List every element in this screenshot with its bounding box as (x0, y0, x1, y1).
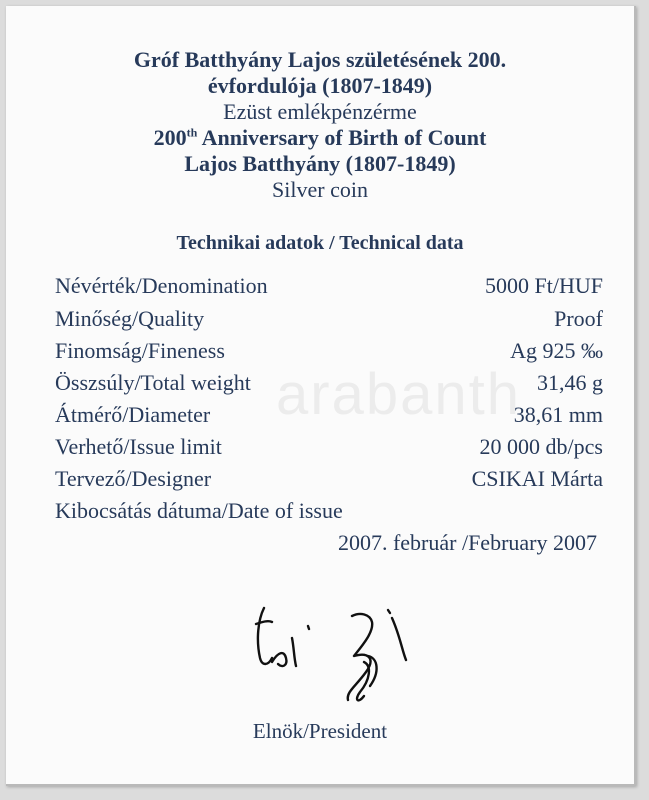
subtitle-hu: Ezüst emlékpénzérme (223, 99, 417, 124)
data-label: Kibocsátás dátuma/Date of issue (55, 498, 343, 523)
title-hu-line1: Gróf Batthyány Lajos születésének 200. (133, 47, 507, 72)
signature-caption: Elnök/President (252, 719, 388, 743)
data-label: Finomság/Fineness (55, 338, 225, 363)
title-en-line2: Lajos Batthyány (1807-1849) (184, 151, 456, 176)
title-block (6, 47, 634, 203)
data-value: Proof (554, 306, 603, 331)
certificate-card (6, 6, 636, 786)
data-row-issue-limit (55, 434, 603, 464)
data-label: Összsúly/Total weight (55, 370, 251, 395)
data-value: 20 000 db/pcs (479, 434, 603, 459)
data-row-denomination (55, 273, 603, 303)
data-label: Tervező/Designer (55, 466, 212, 491)
data-label: Verhető/Issue limit (55, 434, 222, 459)
data-value: 38,61 mm (513, 402, 603, 427)
data-row-date-of-issue (55, 498, 603, 528)
data-row-diameter (55, 402, 603, 432)
data-value: 5000 Ft/HUF (485, 273, 603, 298)
data-row-quality (55, 306, 603, 336)
title-en-line1 (6, 125, 634, 151)
data-label: Névérték/Denomination (55, 273, 268, 298)
president-signature (242, 596, 422, 716)
data-value: Ag 925 ‰ (510, 338, 603, 363)
title-en-number: 200 (153, 125, 187, 150)
date-of-issue-value: 2007. február /February 2007 (337, 530, 597, 555)
data-row-total-weight (55, 370, 603, 400)
data-row-designer (55, 466, 603, 496)
data-value: CSIKAI Márta (471, 466, 603, 491)
data-label: Minőség/Quality (55, 306, 205, 331)
title-hu-line2: évfordulója (1807-1849) (207, 73, 433, 98)
subtitle-en: Silver coin (272, 177, 368, 202)
watermark: arabanth (276, 362, 521, 427)
data-value: 31,46 g (537, 370, 603, 395)
title-en-rest: Anniversary of Birth of Count (197, 125, 487, 150)
data-row-fineness (55, 338, 603, 368)
data-label: Átmérő/Diameter (55, 402, 211, 427)
title-en-ordinal: th (186, 125, 198, 140)
technical-data-heading: Technikai adatok / Technical data (176, 232, 464, 254)
